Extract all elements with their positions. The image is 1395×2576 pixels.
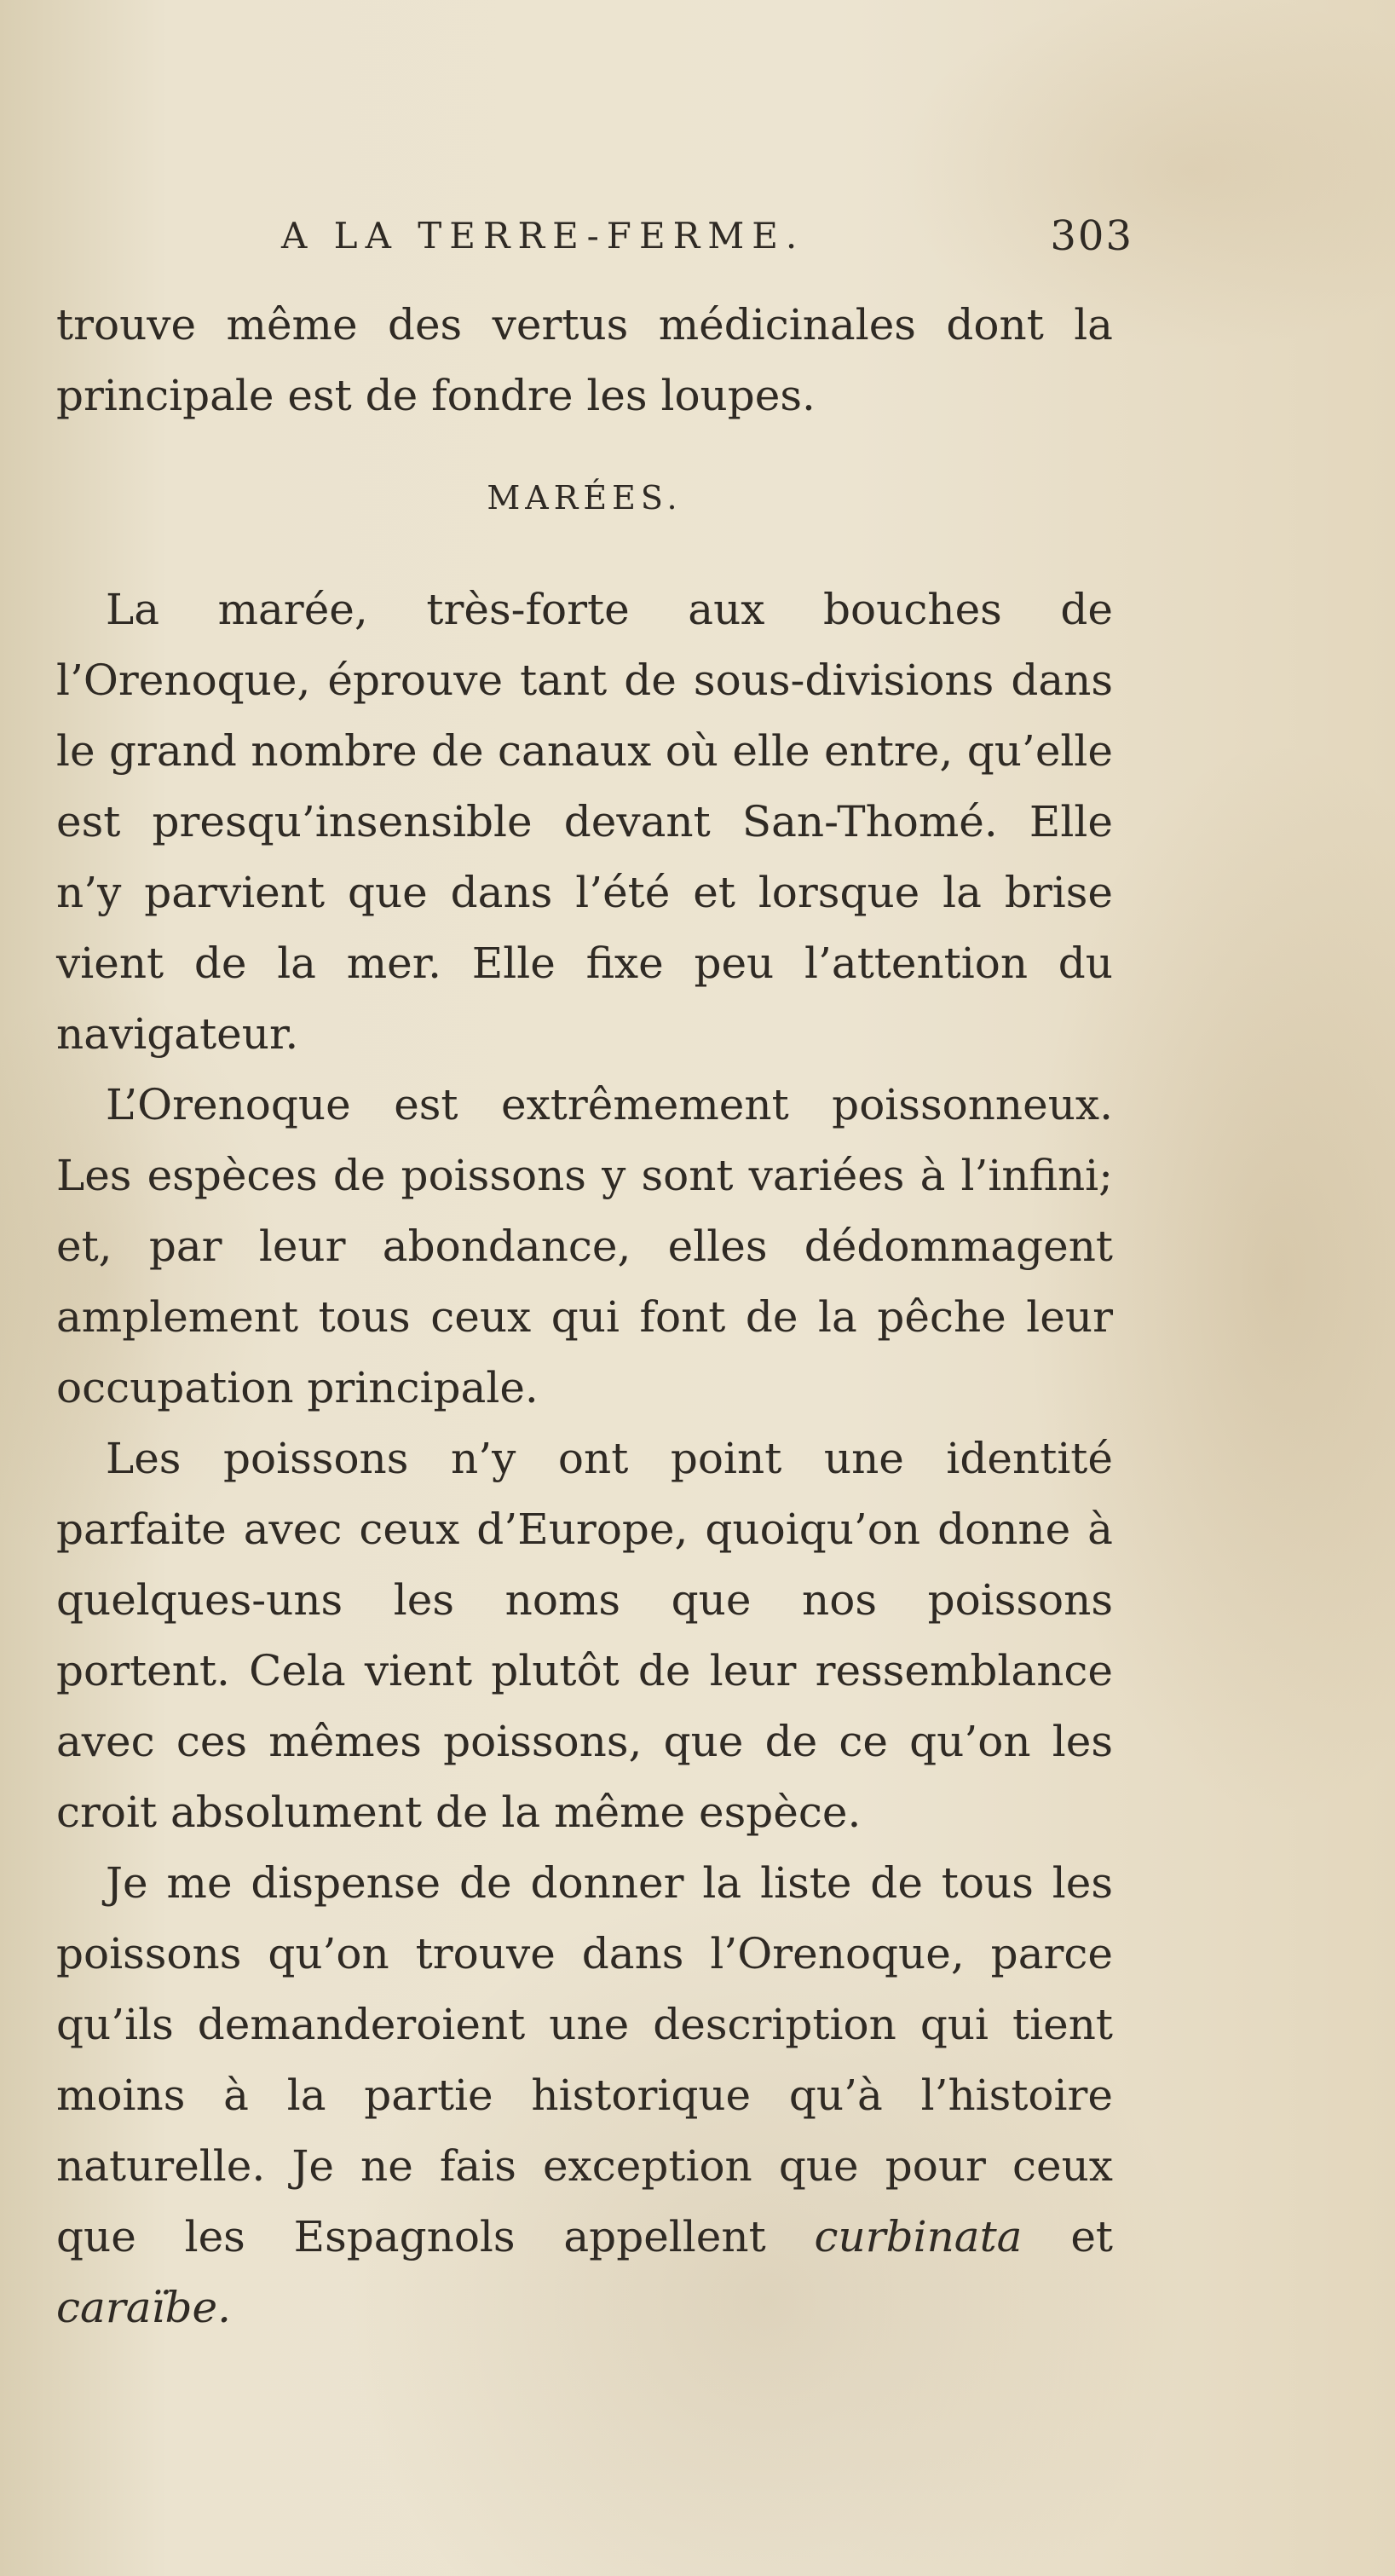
page-number: 303 xyxy=(1050,212,1133,260)
continuation-paragraph: trouve même des vertus médicinales dont la principale est de fondre les loupes. xyxy=(56,300,1113,420)
page-header xyxy=(281,206,1133,266)
section-heading: MARÉES. xyxy=(487,479,683,517)
body-paragraphs xyxy=(56,575,1113,2343)
term-curbinata: curbinata xyxy=(814,2212,1023,2261)
term-caraibe: caraïbe. xyxy=(56,2283,232,2332)
conjunction: et xyxy=(1070,2212,1113,2261)
paragraph-fish-identity: Les poissons n’y ont point une identité parfaite avec ceux d’Europe, quoiqu’on donne à quelques-uns les noms que nos poissons portent. Cela vient plutôt de leur ressemblance avec ces mêmes poissons, que de ce qu’on les croit absolument de la même espèce. xyxy=(56,1434,1113,1837)
paragraph-tides: La marée, très-forte aux bouches de l’Orenoque, éprouve tant de sous-divisions dans le grand nombre de canaux où elle entre, qu’elle est presqu’insensible devant San-Thomé. Elle n’y parvient que dans l’été et lorsque la brise vient de la mer. Elle fixe peu l’attention du navigateur. xyxy=(56,585,1113,1059)
paragraph-fish-list xyxy=(56,1848,1113,2343)
text-block xyxy=(56,290,1113,2343)
paragraph-fish-abundance: L’Orenoque est extrêmement poissonneux. Les espèces de poissons y sont variées à l’infini; et, par leur abondance, elles dédommagent amplement tous ceux qui font de la pêche leur occupation principale. xyxy=(56,1080,1113,1412)
paragraph-fish-list-text: Je me dispense de donner la liste de tous les poissons qu’on trouve dans l’Orenoque, parce qu’ils demanderoient une description qui tient moins à la partie historique qu’à l’histoire naturelle. Je ne fais exception que pour ceux que les Espagnols appellent xyxy=(56,1858,1113,2261)
running-title: A LA TERRE-FERME. xyxy=(281,215,805,257)
